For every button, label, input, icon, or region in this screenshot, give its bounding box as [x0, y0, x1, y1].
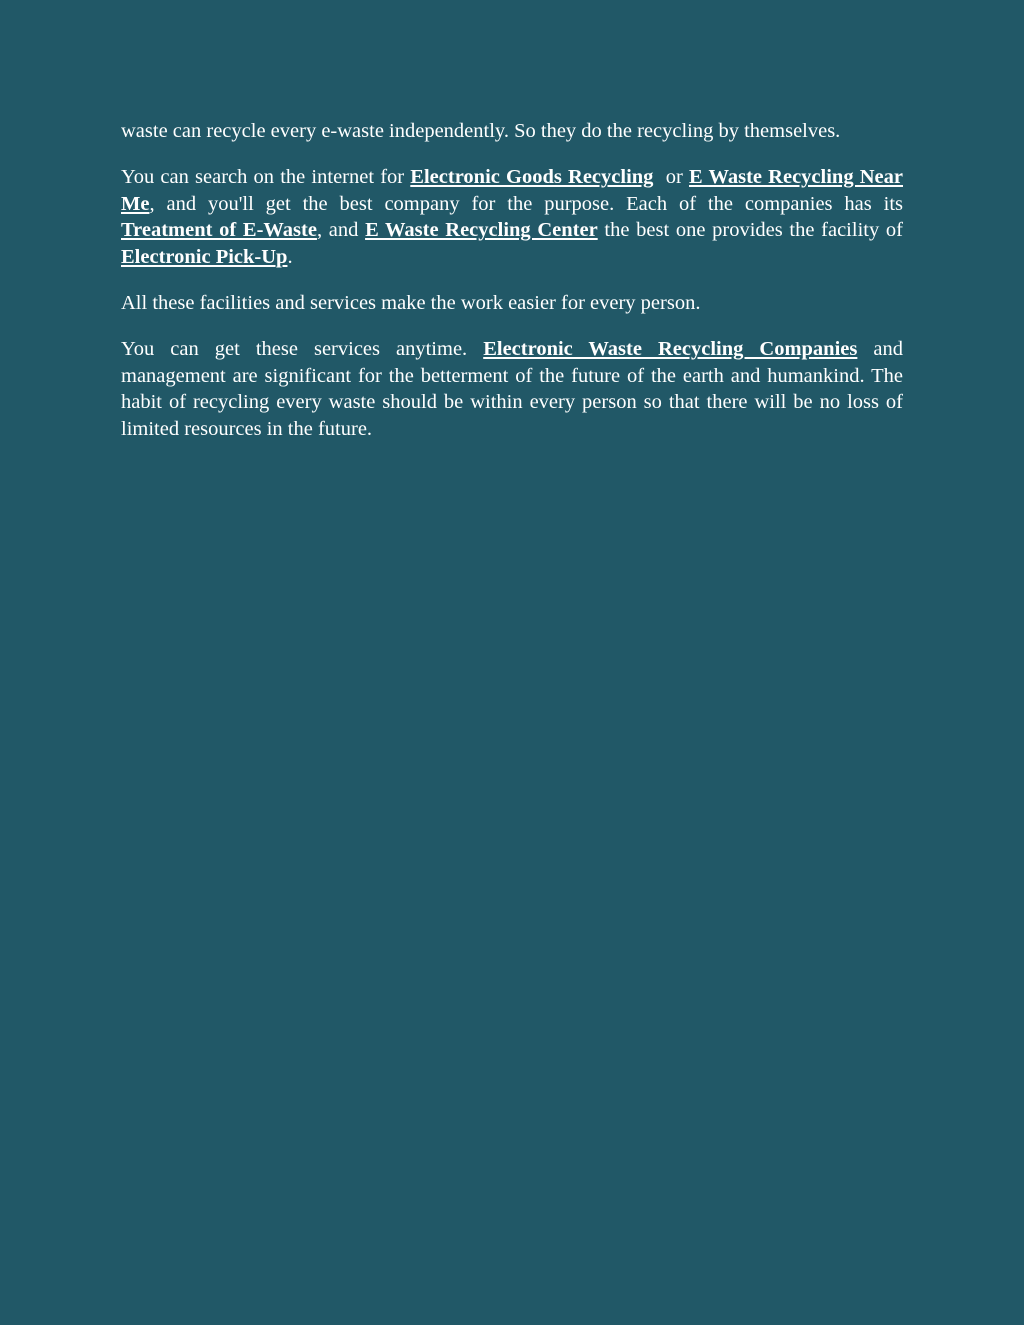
e-waste-recycling-near-me-link[interactable]: E Waste Recycling Near Me [121, 166, 903, 215]
paragraph-1-text: waste can recycle every e-waste independently. So they do the recycling by themselves. [121, 120, 841, 142]
paragraph-2 [121, 164, 914, 270]
paragraph-2-text-3: , and you'll get the best company for the purpose. Each of the companies has its [149, 192, 914, 215]
paragraph-2-text-2: or [653, 166, 690, 189]
electronic-pick-up-link[interactable]: Electronic Pick-Up [121, 245, 288, 268]
paragraph-2-text-1: You can search on the internet for [121, 166, 411, 189]
paragraph-3 [121, 290, 903, 316]
e-waste-recycling-center-link[interactable]: E Waste Recycling Center [365, 219, 598, 242]
paragraph-3-text: All these facilities and services make the work easier for every person. [121, 292, 701, 315]
paragraph-4-text-2: and management are significant for the betterment of the future of the earth and humankind. The habit of recycling every waste should be within every person so that there will be no loss of limited resources in the future. [121, 338, 903, 440]
treatment-of-e-waste-link[interactable]: Treatment of E-Waste [121, 219, 317, 242]
paragraph-2-text-5: the best one provides the facility of [597, 219, 903, 242]
paragraph-4-text-1: You can get these services anytime. [121, 338, 484, 361]
paragraph-1 [121, 118, 903, 144]
document-body [121, 118, 914, 462]
paragraph-2-text-6: . [287, 245, 293, 268]
paragraph-4 [121, 336, 903, 442]
electronic-waste-recycling-companies-link[interactable]: Electronic Waste Recycling Companies [483, 338, 858, 361]
electronic-goods-recycling-link[interactable]: Electronic Goods Recycling [410, 166, 654, 189]
paragraph-2-text-4: , and [316, 219, 366, 242]
